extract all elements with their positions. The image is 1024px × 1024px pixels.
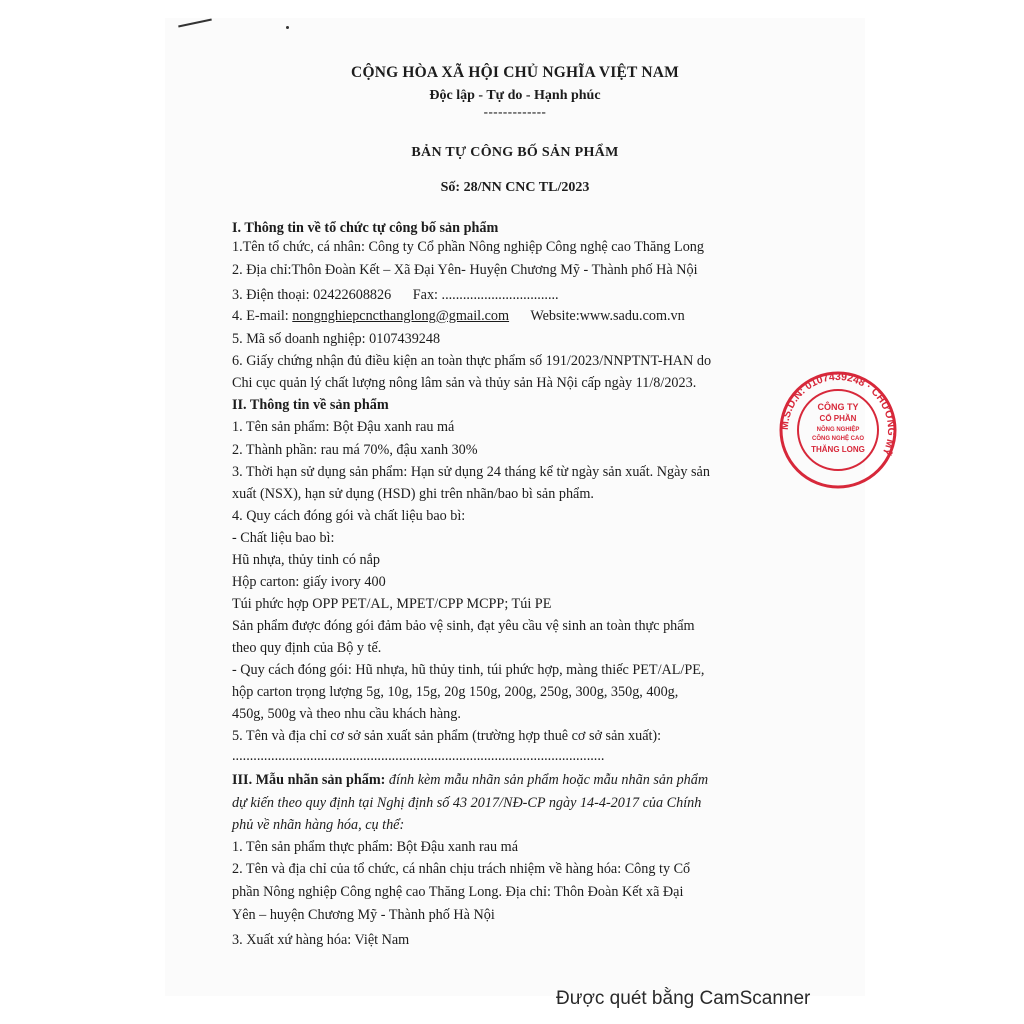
national-motto: Độc lập - Tự do - Hạnh phúc [429,88,601,103]
cert-line-2: Chi cục quản lý chất lượng nông lâm sản và thủy sản Hà Nội cấp ngày 11/8/2023. [232,375,697,391]
fax-value: ................................. [441,287,559,303]
packaging-spec-2: hộp carton trọng lượng 5g, 10g, 15g, 20g 150g, 200g, 250g, 300g, 350g, 400g, [232,684,679,700]
org-phone-line [232,288,559,302]
material-heading: - Chất liệu bao bì: [232,530,335,546]
email-label: 4. E-mail: [232,308,289,324]
org-contact-line [232,309,685,323]
responsible-1: 2. Tên và địa chỉ của tổ chức, cá nhân chịu trách nhiệm về hàng hóa: Công ty Cổ [232,861,691,877]
scanner-watermark: Được quét bằng CamScanner [556,988,811,1009]
section-1-heading: I. Thông tin về tổ chức tự công bố sản phẩm [232,220,499,236]
seal-ring-text: M.S.D.N: 0107439248 · CHƯƠNG MỸ [778,370,898,458]
section-3-heading: III. Mẫu nhãn sản phẩm: [232,772,386,788]
packaging-spec-3: 450g, 500g và theo nhu cầu khách hàng. [232,706,461,722]
origin: 3. Xuất xứ hàng hóa: Việt Nam [232,932,410,948]
section-3-intro-1: III. Mẫu nhãn sản phẩm: đính kèm mẫu nhãn sản phẩm hoặc mẫu nhãn sản phẩm [232,772,709,788]
org-address: 2. Địa chỉ:Thôn Đoàn Kết – Xã Đại Yên- Huyện Chương Mỹ - Thành phố Hà Nội [232,262,698,278]
product-name: 1. Tên sản phẩm: Bột Đậu xanh rau má [232,419,455,435]
product-ingredients: 2. Thành phần: rau má 70%, đậu xanh 30% [232,442,478,458]
seal-line-3: NÔNG NGHIỆP [816,427,860,433]
tax-code: 5. Mã số doanh nghiệp: 0107439248 [232,331,441,347]
facility-blank: ......................................................................................................... [232,748,605,764]
material-item-3: Túi phức hợp OPP PET/AL, MPET/CPP MCPP; Túi PE [232,596,552,612]
scan-dot [286,26,289,29]
shelf-life-2: xuất (NSX), hạn sử dụng (HSD) ghi trên nhãn/bao bì sản phẩm. [232,486,594,502]
responsible-2: phần Nông nghiệp Công nghệ cao Thăng Long. Địa chỉ: Thôn Đoàn Kết xã Đại [232,884,684,900]
cert-line-1: 6. Giấy chứng nhận đủ điều kiện an toàn thực phẩm số 191/2023/NNPTNT-HAN do [232,353,712,369]
section-2-heading: II. Thông tin về sản phẩm [232,397,389,413]
org-name: 1.Tên tổ chức, cá nhân: Công ty Cổ phần Nông nghiệp Công nghệ cao Thăng Long [232,239,704,255]
seal-line-2: CỔ PHẦN [819,414,857,423]
shelf-life-1: 3. Thời hạn sử dụng sản phẩm: Hạn sử dụng 24 tháng kể từ ngày sản xuất. Ngày sản [232,464,710,480]
section-3-intro-2: dự kiến theo quy định tại Nghị định số 43 2017/NĐ-CP ngày 14-4-2017 của Chính [232,795,702,811]
seal-line-5: THĂNG LONG [811,445,865,454]
phone-label: 3. Điện thoại: [232,287,310,303]
fax-label: Fax: [412,287,438,303]
packaging-heading: 4. Quy cách đóng gói và chất liệu bao bì: [232,508,466,524]
seal-line-4: CÔNG NGHỆ CAO [811,436,865,442]
document-title: BẢN TỰ CÔNG BỐ SẢN PHẨM [411,145,619,160]
hygiene-line-1: Sản phẩm được đóng gói đảm bảo vệ sinh, đạt yêu cầu vệ sinh an toàn thực phẩm [232,618,695,634]
company-seal [778,370,898,490]
material-item-2: Hộp carton: giấy ivory 400 [232,574,386,590]
phone-value: 02422608826 [313,287,392,303]
national-title: CỘNG HÒA XÃ HỘI CHỦ NGHĨA VIỆT NAM [351,64,679,81]
header-separator: ------------- [483,104,547,119]
email-link[interactable]: nongnghiepcncthanglong@gmail.com [292,308,510,324]
hygiene-line-2: theo quy định của Bộ y tế. [232,640,382,656]
seal-line-1: CÔNG TY [817,402,859,412]
label-product-name: 1. Tên sản phẩm thực phẩm: Bột Đậu xanh rau má [232,839,518,855]
material-item-1: Hũ nhựa, thủy tinh có nắp [232,552,380,568]
responsible-3: Yên – huyện Chương Mỹ - Thành phố Hà Nội [232,907,495,923]
section-3-intro-3: phủ về nhãn hàng hóa, cụ thể: [232,817,405,833]
seal-graphic [778,370,928,490]
website-value: Website:www.sadu.com.vn [530,308,685,324]
facility-line: 5. Tên và địa chỉ cơ sở sản xuất sản phẩm (trường hợp thuê cơ sở sản xuất): [232,728,662,744]
packaging-spec-1: - Quy cách đóng gói: Hũ nhựa, hũ thủy tinh, túi phức hợp, màng thiếc PET/AL/PE, [232,662,705,678]
document-number: Số: 28/NN CNC TL/2023 [440,180,590,195]
